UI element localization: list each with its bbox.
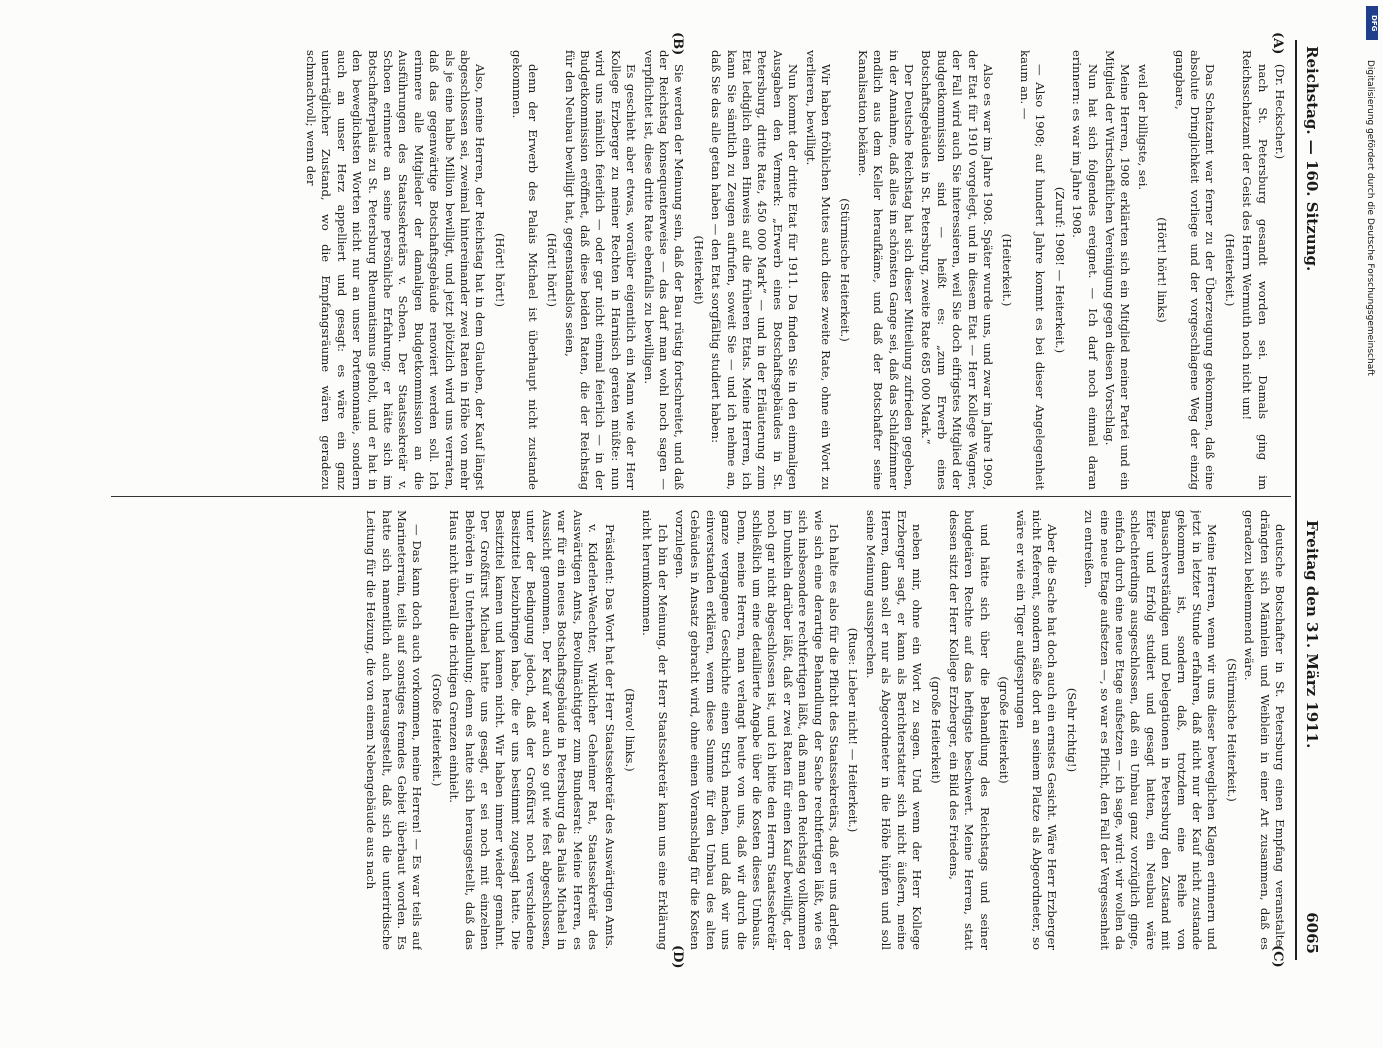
paragraph: und hätte sich über die Behandlung des Reichstags und seiner budgetären Rechte auf das heftigste beschwert. Meine Herren, statt dessen sitzt der Herr Kollege Erzberger, ein Bild des Friedens,: [946, 510, 992, 950]
margin-marker-d: (D): [670, 945, 685, 969]
page-header: [1295, 40, 1325, 960]
paragraph: Der Deutsche Reichstag hat sich dieser Mitteilung zufrieden gegeben, in der Annahme, daß alles im schönsten Gange sei, daß das Schlafzimmer endlich aus dem Keller heraufkäme, und daß der Botschafter seine Kanalisation bekäme.: [855, 50, 917, 490]
interjection: (Ruse: Lieber nicht! — Heiterkeit.): [846, 627, 861, 833]
paragraph: neben mir, ohne ein Wort zu sagen. Und wenn der Herr Kollege Erzberger sagt, er kann als Berichterstatter sich nicht äußern, meine Herren, dann soll er nur als Abgeordneter in die Höhe hüpfen und soll seine Meinung aussprechen.: [863, 510, 925, 950]
paragraph: nach St. Petersburg gesandt worden sei. Damals ging im Reichsschatzamt der Geist des Herrn Wermuth noch nicht um!: [1240, 50, 1270, 490]
interjection: (Heiterkeit.): [1222, 233, 1237, 307]
interjection: (Heiterkeit): [691, 235, 706, 305]
header-session: Reichstag. — 160. Sitzung.: [1303, 46, 1321, 272]
interjection: (große Heiterkeit): [997, 676, 1012, 784]
digitization-note-text: Digitalisierung gefördert durch die Deutsche Forschungsgemeinschaft: [1365, 60, 1375, 376]
paragraph: Ich bin der Meinung, der Herr Staatssekretär kann uns eine Erklärung nicht herumkommen.: [640, 510, 670, 950]
paragraph: weil der billigste, sei.: [1135, 64, 1150, 191]
paragraph: — Das kann doch auch vorkommen, meine Herren! — Es war teils auf Marineterrain, teils auf sonstiges fremdes Gebiet überbaut worden. Es hatte sich namentlich auch herausgestellt, daß sich die unterirdische Leitung für die Heizung, die von einem Nebengebäude aus nach: [364, 510, 425, 950]
interjection: (Sehr richtig!): [1064, 687, 1079, 773]
paragraph: (Dr. Heckscher.): [1273, 64, 1287, 160]
margin-marker-a: (A): [1270, 32, 1285, 55]
interjection: (Stürmische Heiterkeit.): [838, 198, 853, 342]
paragraph: Also es war im Jahre 1908. Später wurde uns, und zwar im Jahre 1909, der Etat für 1910 vorgelegt, und in diesem Etat — Herr Kollege Wagner, der Fall wird auch Sie interessieren, weil Sie doch eifrigstes Mitglied der Budgetkommission sind — heißt es: „zum Erwerb eines Botschaftsgebäudes in St. Petersburg, zweite Rate 685 000 Mark.“: [919, 50, 996, 490]
paragraph: — Also 1908; auf hundert Jahre kommt es bei dieser Angelegenheit kaum an. —: [1017, 50, 1048, 490]
margin-marker-b: (B): [670, 32, 685, 56]
dfg-logo: DFG: [1366, 6, 1378, 40]
paragraph: Meine Herren, 1908 erklärten sich ein Mitglied meiner Partei und ein Mitglied der Wirtschaftlichen Vereinigung gegen diesen Vorschlag.: [1102, 50, 1133, 490]
paragraph: Nun hat sich folgendes ereignet. — Ich darf noch einmal daran erinnern: es war im Jahre 1908.: [1070, 50, 1100, 490]
paragraph: v. Kiderlen-Waechter, Wirklicher Geheimer Rat, Staatssekretär des Auswärtigen Amts, Bevollmächtigter zum Bundesrat: Meine Herren, es war für ein neues Botschaftsgebäude in Petersburg das Palais Michael in Aussicht genommen. Der Kauf war auch so gut wie fest abgeschlossen, unter der Bedingung jedoch, daß der Großfürst noch verschiedene Besitztitel beizubringen habe, die er uns bestimmt zugesagt hatte. Die Besitztitel kamen und kamen nicht. Wir haben immer wieder gemahnt. Der Großfürst Michael hatte uns gesagt, er sei noch mit einzelnen Behörden in Unterhandlung; denn es hatte sich herausgestellt, daß das Haus nicht überall die richtigen Grenzen einhielt.: [447, 510, 600, 950]
right-column: [107, 510, 1287, 950]
interjection: (Hört! hört!): [545, 233, 560, 307]
margin-marker-c: (C): [1270, 945, 1285, 968]
paragraph: Präsident: Das Wort hat der Herr Staatssekretär des Auswärtigen Amts.: [603, 524, 618, 950]
paragraph: Wir haben fröhlichen Mutes auch diese zweite Rate, ohne ein Wort zu verlieren, bewilligt.: [803, 50, 834, 490]
paragraph: denn der Erwerb des Palais Michael ist überhaupt nicht zustande gekommen.: [510, 50, 540, 490]
interjection: (Zuruf: 1908! — Heiterkeit.): [1052, 186, 1067, 354]
paragraph: deutsche Botschafter in St. Petersburg einen Empfang veranstalte, drängten sich Männlein und Weiblein in einer Art zusammen, daß es geradezu beklemmend wäre.: [1242, 510, 1287, 950]
paragraph: Nun kommt der dritte Etat für 1911. Da finden Sie in den einmaligen Ausgaben den Vermerk: „Erwerb eines Botschaftsgebäudes in St. Petersburg, dritte Rate, 450 000 Mark“ — und in der Erläuterung zum Etat lediglich einen Hinweis auf die früheren Etats. Meine Herren, ich kann Sie sämtlich zu Zeugen aufrufen, soweit Sie — und ich nehme an, daß Sie das alle getan haben — den Etat sorgfältig studiert haben:: [709, 50, 801, 490]
interjection: (Stürmische Heiterkeit.): [1224, 658, 1239, 802]
header-date: Freitag den 31. März 1911.: [1303, 520, 1321, 749]
paragraph: Es geschieht aber etwas, woraüber eigentlich ein Mann wie der Herr Kollege Erzberger zu meiner Rechten in Harnisch geraten müßte: nun wird uns nämlich feierlich — oder gar nicht einmal feierlich — in der Budgetkommission eröffnet, daß diese beiden Raten, die der Reichstag für den Neubau bewilligt hat, gegenstandslos seien,: [562, 50, 639, 490]
interjection: (Große Heiterkeit.): [429, 673, 444, 787]
interjection: (Hört! hört!): [492, 233, 507, 307]
interjection: (Heiterkeit.): [1000, 233, 1015, 307]
column-divider: [111, 496, 1291, 497]
page-number: 6065: [1303, 912, 1321, 954]
document-page: [95, 32, 1325, 969]
paragraph: Aber die Sache hat doch auch ein ernstes Gesicht. Wäre Herr Erzberger nicht Referent, sondern säße dort an seinem Platze als Abgeordneter, so wäre er wie ein Tiger aufgesprungen: [1014, 510, 1060, 950]
interjection: (Bravo! links.): [622, 688, 637, 772]
paragraph: Ich halte es also für die Pflicht des Staatssekretärs, daß er uns darlegt, wie sich eine derartige Behandlung der Sache rechtfertigen läßt, wie es sich insbesondere rechtfertigen läßt, daß man den Reichstag vollkommen im Dunkeln darüber läßt, daß er zwei Raten für einen Kauf bewilligt, der noch gar nicht abgeschlossen ist, und ich bitte den Herrn Staatssekretär schließlich um eine detaillierte Angabe über die Kosten dieses Umbaus. Denn, meine Herren, man verlangt heute von uns, daß wir durch die ganze vergangene Geschichte einen Strich machen, und daß wir uns einverstanden erklären, wenn diese Summe für den Umbau des alten Gebäudes in Ansatz gebracht wird, ohne einen Voranschlag für die Kosten vorzulegen.: [672, 510, 842, 950]
digitization-note: [1363, 48, 1377, 1048]
interjection: (große Heiterkeit): [929, 676, 944, 784]
paragraph: Das Schatzamt war ferner zu der Überzeugung gekommen, daß eine absolute Dringlichkeit vorliege und der vorgeschlagene Weg der einzig gangbare,: [1172, 50, 1218, 490]
interjection: (Hört! hört! links): [1155, 217, 1170, 323]
paragraph: Sie werden der Meinung sein, daß der Bau rüstig fortschreitet, und daß der Reichstag konsequenterweise — das darf man wohl noch sagen — verpflichtet ist, diese dritte Rate ebenfalls zu bewilligen.: [641, 50, 687, 490]
left-column: [107, 50, 1287, 490]
paragraph: Meine Herren, wenn wir uns dieser beweglichen Klagen erinnern und jetzt in letzter Stunde erfahren, daß nicht nur der Kauf nicht zustande gekommen ist, sondern daß, trotzdem eine Reihe von Bausachverständigen und Delegationen in Petersburg den Zustand mit Eifer und Erfolg studiert und gesagt hatten, ein Neubau wäre schlechterdings ausgeschlossen, daß ein Umbau ganz vorzüglich ginge, einfach durch eine neue Etage aufsetzen — ich sage, wird: wir wollen da eine neue Etage aufsetzen —, so war es Pflicht, den Fall der Vergessenheit zu entreißen.: [1082, 510, 1220, 950]
paragraph: Also, meine Herren, der Reichstag hat in dem Glauben, der Kauf längst abgeschlossen sei, zweimal hintereinander zwei Raten in Höhe von mehr als je eine halbe Million bewilligt, und jetzt plötzlich wird uns verraten, daß das gegenwärtige Botschaftsgebäude renoviert werden soll. Ich erinnere alle Mitglieder der damaligen Budgetkommission an die Ausführungen des Staatssekretärs v. Schoen. Der Staatssekretär v. Schoen erinnerte an seine persönliche Erfahrung; er hätte sich im Botschafterpalais zu St. Petersburg Rheumatismus geholt, und er hat in den beweglichsten Worten nicht nur an unser Portemonnaie, sondern auch an unser Herz appelliert und gesagt: es wäre ein ganz unerträglicher Zustand, wo die Empfangsräume wären geradezu schmachvoll; wenn der: [304, 50, 488, 490]
